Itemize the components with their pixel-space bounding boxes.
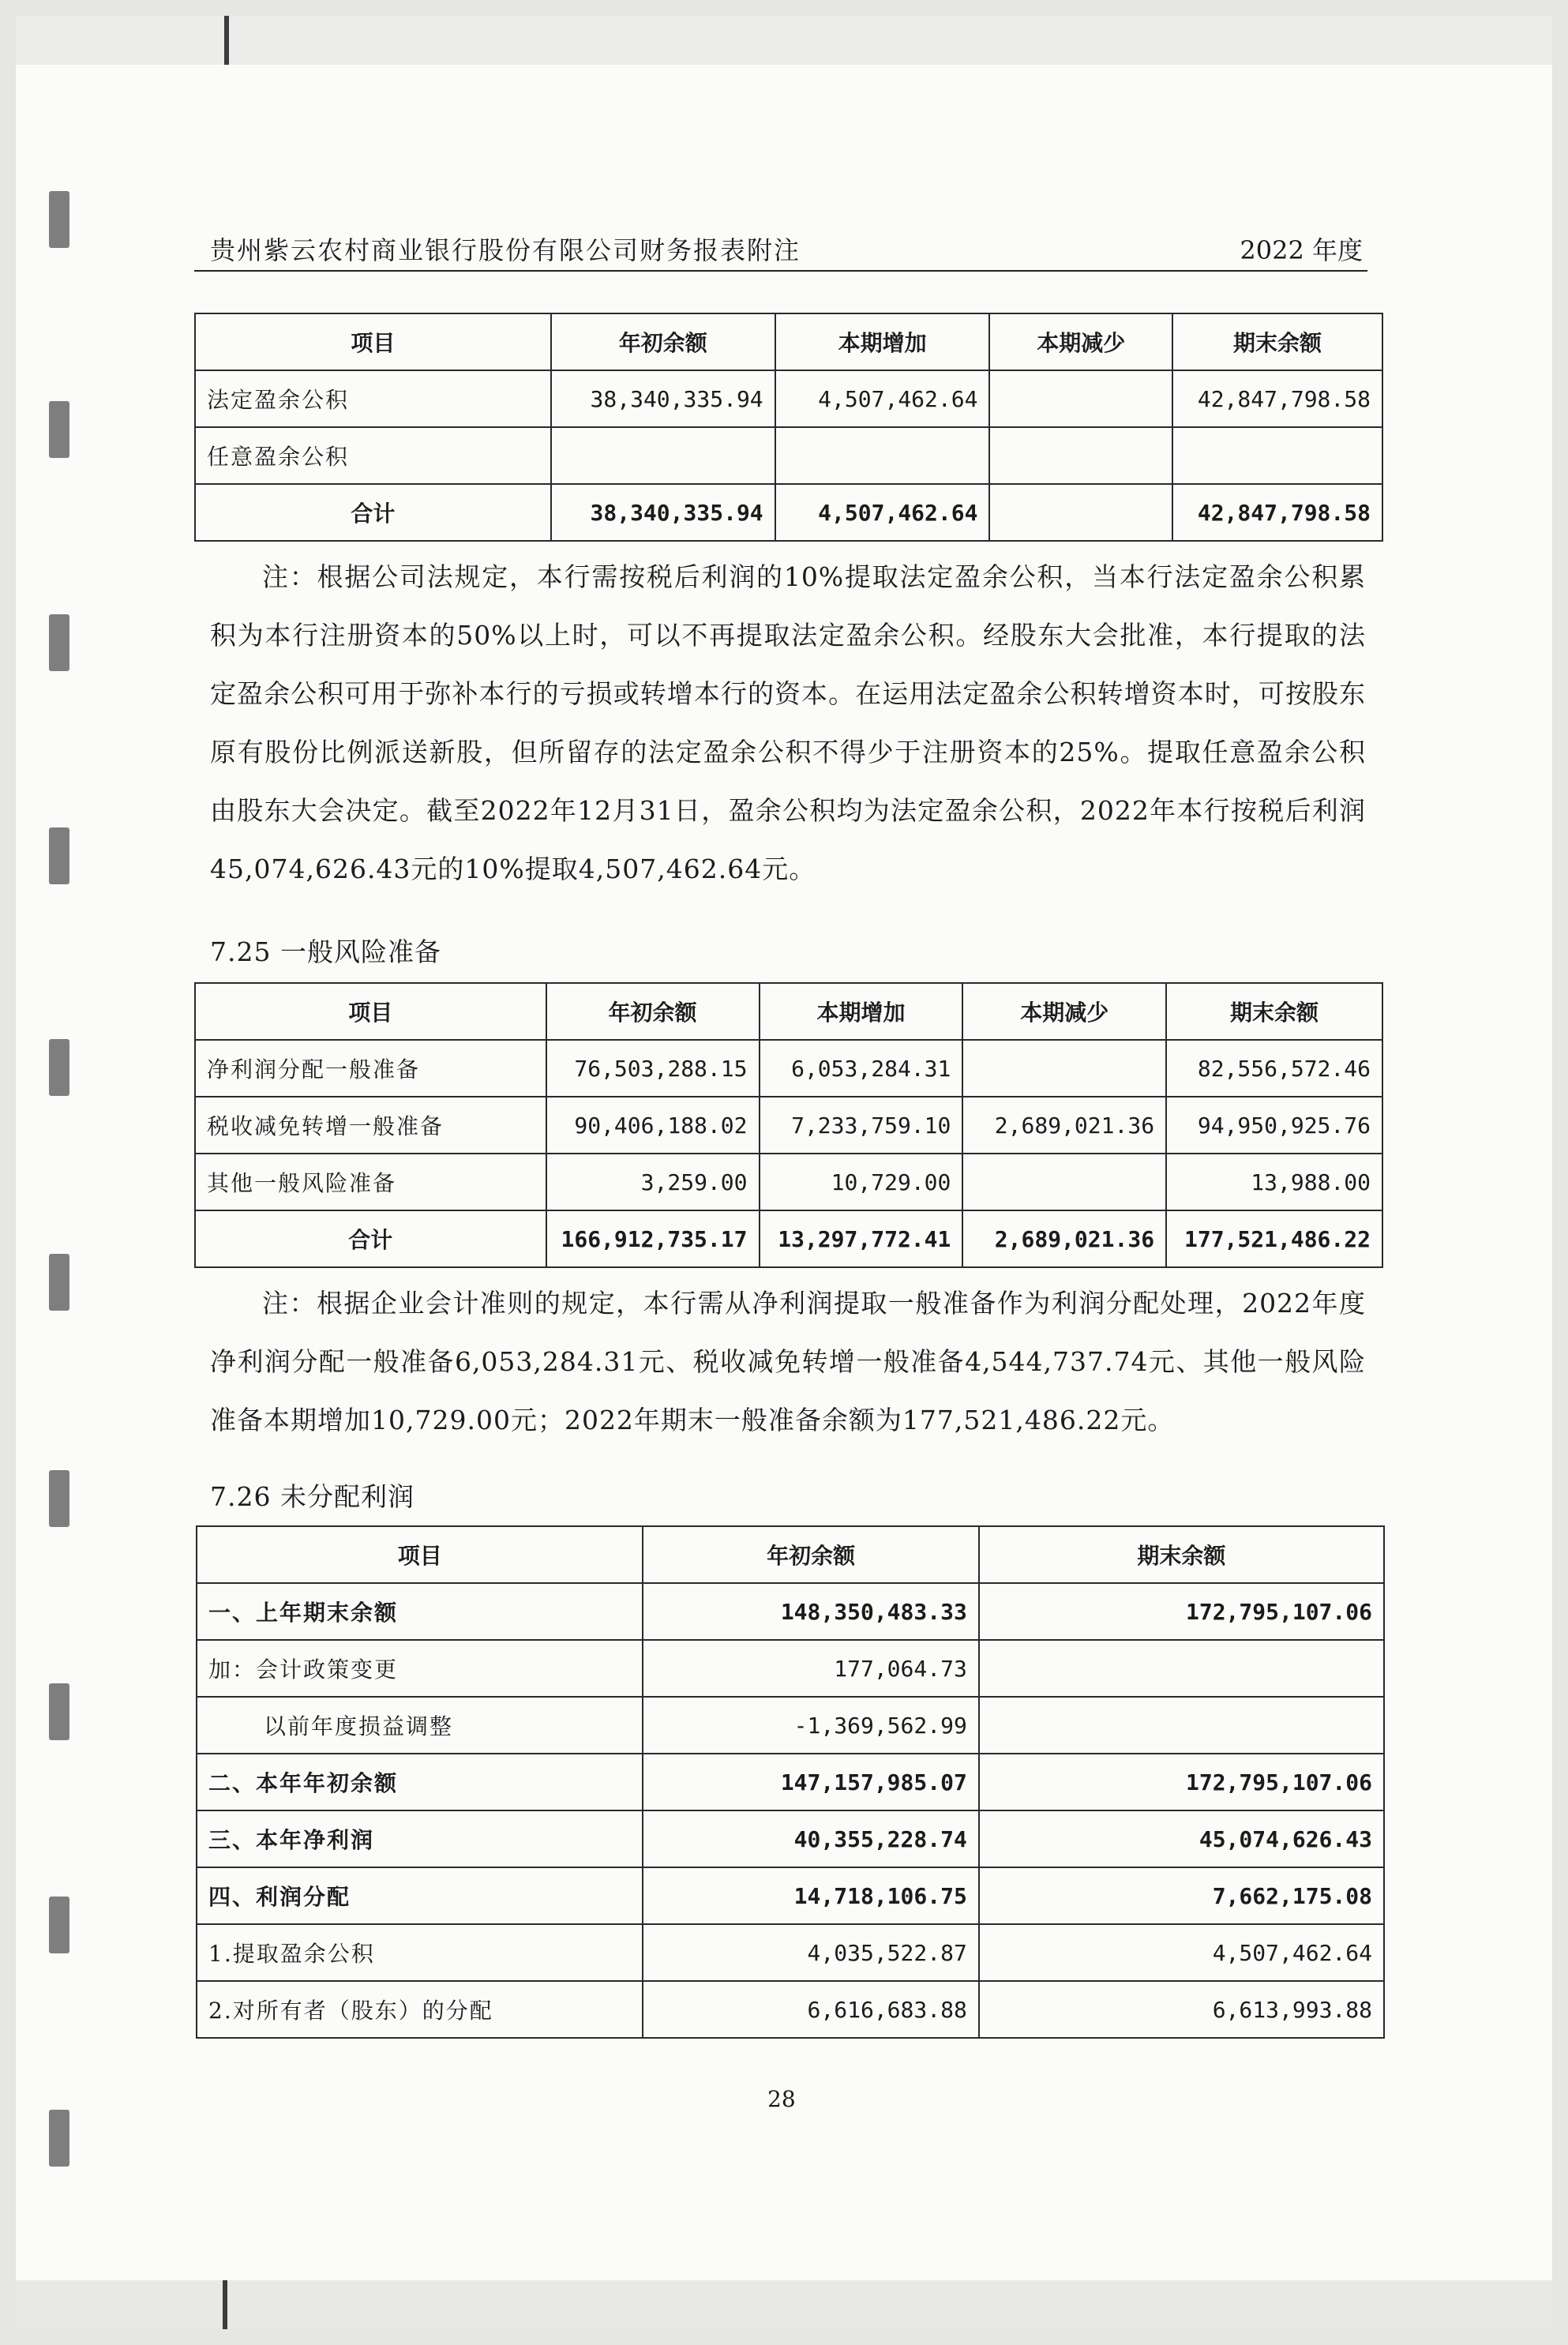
cell-value: 90,406,188.02 <box>546 1097 760 1154</box>
cell-value <box>1172 427 1382 484</box>
column-header: 项目 <box>197 1526 643 1583</box>
cell-value: 13,297,772.41 <box>760 1210 963 1267</box>
cell-value <box>551 427 775 484</box>
column-header: 项目 <box>195 983 546 1040</box>
column-header: 本期增加 <box>760 983 963 1040</box>
table-header-row <box>197 1526 1384 1583</box>
row-label: 税收减免转增一般准备 <box>195 1097 546 1154</box>
row-label: 三、本年净利润 <box>197 1810 643 1867</box>
cell-value: 147,157,985.07 <box>643 1754 978 1810</box>
note-surplus-reserve: 注：根据公司法规定，本行需按税后利润的10%提取法定盈余公积，当本行法定盈余公积累积为本行注册资本的50%以上时，可以不再提取法定盈余公积。经股东大会批准，本行提取的法定盈余公积可用于弥补本行的亏损或转增本行的资本。在运用法定盈余公积转增资本时，可按股东原有股份比例派送新股，但所留存的法定盈余公积不得少于注册资本的25%。提取任意盈余公积由股东大会决定。截至2022年12月31日，盈余公积均为法定盈余公积，2022年本行按税后利润45,074,626.43元的10%提取4,507,462.64元。 <box>210 561 1366 884</box>
section-heading: 7.26 未分配利润 <box>210 1481 415 1512</box>
table-total-row <box>195 1210 1382 1267</box>
undistributed-profit-table <box>196 1525 1385 2039</box>
row-label: 净利润分配一般准备 <box>195 1040 546 1097</box>
table-header-row <box>195 313 1382 370</box>
table-row <box>195 427 1382 484</box>
column-header: 期末余额 <box>1172 313 1382 370</box>
cell-value: 82,556,572.46 <box>1166 1040 1382 1097</box>
cell-value: 172,795,107.06 <box>979 1583 1384 1640</box>
cell-value: 76,503,288.15 <box>546 1040 760 1097</box>
row-label: 合计 <box>195 1210 546 1267</box>
page-header <box>194 235 1367 272</box>
column-header: 年初余额 <box>546 983 760 1040</box>
table-row <box>197 1810 1384 1867</box>
cell-value: -1,369,562.99 <box>643 1697 978 1754</box>
cell-value: 45,074,626.43 <box>979 1810 1384 1867</box>
note-general-risk-reserve: 注：根据企业会计准则的规定，本行需从净利润提取一般准备作为利润分配处理，2022年度净利润分配一般准备6,053,284.31元、税收减免转增一般准备4,544,737.74元、其他一般风险准备本期增加10,729.00元；2022年期末一般准备余额为177,521,486.22元。 <box>210 1288 1366 1435</box>
column-header: 年初余额 <box>643 1526 978 1583</box>
scan-bottom-band <box>16 2280 1552 2329</box>
table-row <box>197 1924 1384 1981</box>
binding-hole <box>49 2110 69 2167</box>
column-header: 年初余额 <box>551 313 775 370</box>
section-heading: 7.25 一般风险准备 <box>210 936 441 967</box>
binding-hole <box>49 827 69 884</box>
page-number: 28 <box>767 2086 796 2112</box>
column-header: 本期增加 <box>775 313 990 370</box>
column-header: 项目 <box>195 313 551 370</box>
table-row <box>195 1097 1382 1154</box>
cell-value: 4,507,462.64 <box>775 370 990 427</box>
scan-top-band <box>16 16 1552 65</box>
row-label: 其他一般风险准备 <box>195 1154 546 1210</box>
row-label: 合计 <box>195 484 551 541</box>
binding-hole <box>49 401 69 458</box>
general-risk-reserve-table <box>194 982 1383 1268</box>
report-title: 贵州紫云农村商业银行股份有限公司财务报表附注 <box>210 235 801 265</box>
column-header: 期末余额 <box>979 1526 1384 1583</box>
row-label: 任意盈余公积 <box>195 427 551 484</box>
binding-hole <box>49 1683 69 1740</box>
cell-value: 6,613,993.88 <box>979 1981 1384 2038</box>
cell-value: 4,507,462.64 <box>979 1924 1384 1981</box>
cell-value <box>979 1697 1384 1754</box>
table-row <box>197 1697 1384 1754</box>
cell-value: 7,233,759.10 <box>760 1097 963 1154</box>
cell-value: 166,912,735.17 <box>546 1210 760 1267</box>
row-label: 加：会计政策变更 <box>197 1640 643 1697</box>
table-row <box>197 1640 1384 1697</box>
row-label: 二、本年年初余额 <box>197 1754 643 1810</box>
row-label: 1.提取盈余公积 <box>197 1924 643 1981</box>
table-row <box>195 1040 1382 1097</box>
cell-value: 42,847,798.58 <box>1172 370 1382 427</box>
binding-hole <box>49 1897 69 1953</box>
binding-mark <box>223 2280 227 2329</box>
cell-value: 4,507,462.64 <box>775 484 990 541</box>
row-label: 法定盈余公积 <box>195 370 551 427</box>
binding-hole <box>49 614 69 671</box>
binding-mark <box>224 16 229 65</box>
table-header-row <box>195 983 1382 1040</box>
row-label: 一、上年期末余额 <box>197 1583 643 1640</box>
table-row <box>197 1583 1384 1640</box>
binding-hole <box>49 1470 69 1527</box>
cell-value: 13,988.00 <box>1166 1154 1382 1210</box>
cell-value: 177,064.73 <box>643 1640 978 1697</box>
table-total-row <box>195 484 1382 541</box>
cell-value: 2,689,021.36 <box>962 1210 1166 1267</box>
row-label: 以前年度损益调整 <box>197 1697 643 1754</box>
cell-value: 38,340,335.94 <box>551 370 775 427</box>
binding-hole <box>49 1039 69 1096</box>
cell-value: 14,718,106.75 <box>643 1867 978 1924</box>
cell-value <box>989 370 1172 427</box>
cell-value: 10,729.00 <box>760 1154 963 1210</box>
cell-value: 2,689,021.36 <box>962 1097 1166 1154</box>
cell-value: 148,350,483.33 <box>643 1583 978 1640</box>
cell-value: 6,616,683.88 <box>643 1981 978 2038</box>
cell-value: 7,662,175.08 <box>979 1867 1384 1924</box>
cell-value: 94,950,925.76 <box>1166 1097 1382 1154</box>
cell-value <box>989 427 1172 484</box>
column-header: 本期减少 <box>989 313 1172 370</box>
table-row <box>195 370 1382 427</box>
table-row <box>195 1154 1382 1210</box>
cell-value: 177,521,486.22 <box>1166 1210 1382 1267</box>
cell-value: 42,847,798.58 <box>1172 484 1382 541</box>
table-row <box>197 1981 1384 2038</box>
cell-value <box>962 1154 1166 1210</box>
cell-value: 38,340,335.94 <box>551 484 775 541</box>
cell-value <box>989 484 1172 541</box>
cell-value <box>979 1640 1384 1697</box>
table-row <box>197 1867 1384 1924</box>
cell-value <box>962 1040 1166 1097</box>
cell-value: 3,259.00 <box>546 1154 760 1210</box>
cell-value: 40,355,228.74 <box>643 1810 978 1867</box>
binding-hole <box>49 191 69 248</box>
column-header: 本期减少 <box>962 983 1166 1040</box>
column-header: 期末余额 <box>1166 983 1382 1040</box>
cell-value: 172,795,107.06 <box>979 1754 1384 1810</box>
binding-hole <box>49 1254 69 1311</box>
table-row <box>197 1754 1384 1810</box>
report-year: 2022 年度 <box>1240 235 1363 265</box>
surplus-reserve-table <box>194 313 1383 542</box>
cell-value: 6,053,284.31 <box>760 1040 963 1097</box>
cell-value <box>775 427 990 484</box>
cell-value: 4,035,522.87 <box>643 1924 978 1981</box>
row-label: 四、利润分配 <box>197 1867 643 1924</box>
row-label: 2.对所有者（股东）的分配 <box>197 1981 643 2038</box>
